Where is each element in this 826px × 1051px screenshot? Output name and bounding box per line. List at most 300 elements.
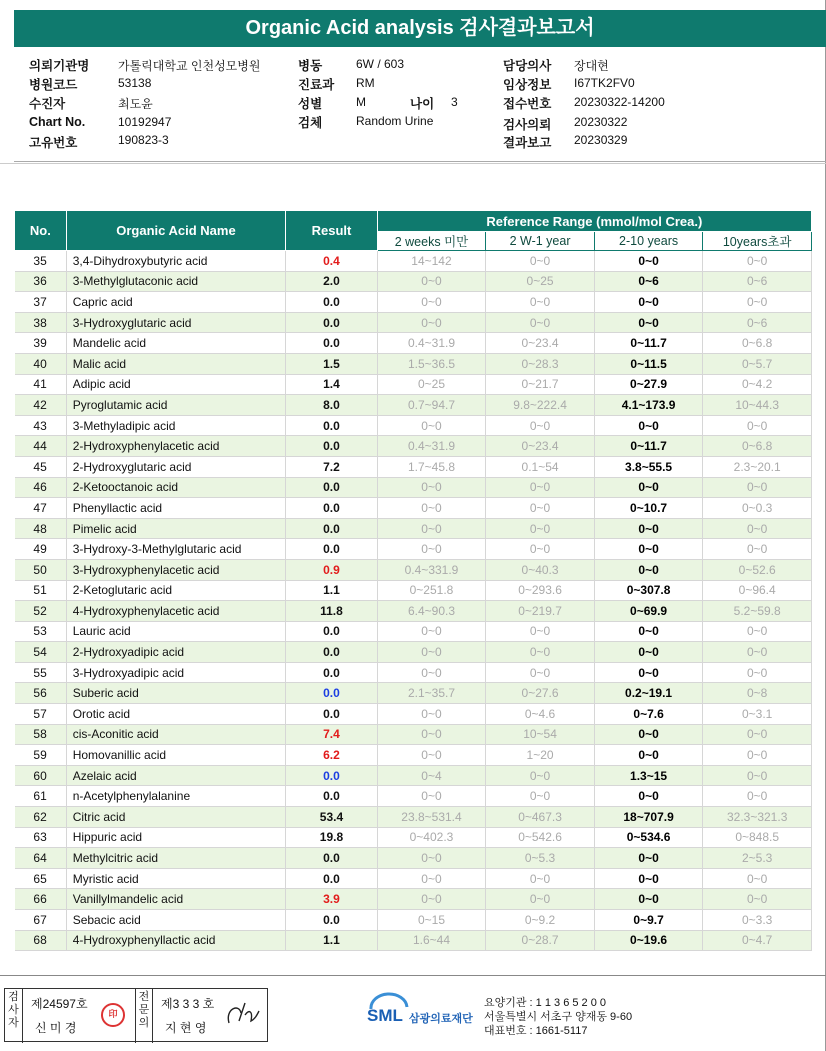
chart-label: Chart No. [29,115,86,129]
row-ref-2-10y: 0~19.6 [594,930,703,951]
row-no: 65 [15,868,67,889]
receipt-value: 20230322-14200 [574,95,665,109]
row-no: 67 [15,910,67,931]
row-ref-2-10y: 0.2~19.1 [594,683,703,704]
table-row [15,662,812,683]
row-ref-10y: 0~0 [703,539,812,560]
footer [0,975,826,1051]
row-ref-2weeks: 0~0 [377,868,486,889]
row-ref-2-10y: 1.3~15 [594,765,703,786]
report-label: 결과보고 [503,136,552,150]
row-ref-2-10y: 0~7.6 [594,704,703,725]
report-value: 20230329 [574,133,628,147]
row-name: Azelaic acid [66,765,286,786]
row-no: 40 [15,353,67,374]
row-no: 50 [15,559,67,580]
row-ref-10y: 0~0 [703,251,812,272]
ward-label: 병동 [298,59,323,73]
row-ref-10y: 0~0 [703,415,812,436]
row-ref-2w-1y: 0.1~54 [486,456,595,477]
row-no: 62 [15,807,67,828]
row-no: 48 [15,518,67,539]
code-label: 병원코드 [29,78,78,92]
row-no: 43 [15,415,67,436]
row-ref-10y: 0~0 [703,621,812,642]
table-row [15,683,812,704]
unique-value: 190823-3 [118,133,169,147]
doctor-value: 장대현 [574,59,609,73]
row-ref-2w-1y: 0~28.3 [486,353,595,374]
row-no: 56 [15,683,67,704]
clinical-label: 임상정보 [503,78,552,92]
row-ref-2-10y: 0~0 [594,477,703,498]
row-ref-2weeks: 0~0 [377,271,486,292]
row-ref-2w-1y: 0~0 [486,518,595,539]
sex-value: M [356,95,366,109]
row-ref-2-10y: 0~11.7 [594,333,703,354]
row-name: Vanillylmandelic acid [66,889,286,910]
row-result: 0.0 [286,910,377,931]
row-name: n-Acetylphenylalanine [66,786,286,807]
row-name: 2-Ketooctanoic acid [66,477,286,498]
row-no: 64 [15,848,67,869]
logo-org: 삼광의료재단 [409,1013,473,1025]
patient-label: 수진자 [29,97,66,111]
row-no: 53 [15,621,67,642]
row-ref-2-10y: 0~0 [594,642,703,663]
row-no: 46 [15,477,67,498]
row-result: 7.2 [286,456,377,477]
row-ref-10y: 2~5.3 [703,848,812,869]
row-name: 2-Hydroxyadipic acid [66,642,286,663]
row-no: 59 [15,745,67,766]
row-ref-2weeks: 1.5~36.5 [377,353,486,374]
row-ref-2w-1y: 10~54 [486,724,595,745]
row-ref-10y: 0~6.8 [703,333,812,354]
row-ref-2weeks: 0.4~331.9 [377,559,486,580]
dept-label: 진료과 [298,78,335,92]
row-name: 4-Hydroxyphenylacetic acid [66,601,286,622]
specialist-no: 제3 3 3 호 [161,997,215,1011]
row-no: 45 [15,456,67,477]
receipt-label: 접수번호 [503,97,552,111]
row-ref-2w-1y: 0~0 [486,642,595,663]
table-row [15,456,812,477]
row-result: 1.1 [286,930,377,951]
row-no: 38 [15,312,67,333]
row-no: 39 [15,333,67,354]
row-ref-2-10y: 0~0 [594,539,703,560]
dept-value: RM [356,76,375,90]
row-ref-2-10y: 0~534.6 [594,827,703,848]
table-row [15,251,812,272]
row-ref-10y: 0~0 [703,765,812,786]
row-name: 3-Hydroxyglutaric acid [66,312,286,333]
table-row [15,539,812,560]
table-row [15,642,812,663]
row-ref-2weeks: 0~0 [377,662,486,683]
row-ref-2-10y: 0~0 [594,848,703,869]
row-ref-2weeks: 0~0 [377,889,486,910]
table-row [15,601,812,622]
row-ref-2weeks: 0~0 [377,477,486,498]
row-ref-10y: 0~6 [703,312,812,333]
row-ref-2w-1y: 0~27.6 [486,683,595,704]
row-result: 3.9 [286,889,377,910]
table-row [15,910,812,931]
results-body [15,251,812,951]
row-ref-2w-1y: 0~9.2 [486,910,595,931]
row-result: 0.0 [286,848,377,869]
row-ref-10y: 0~0 [703,662,812,683]
row-name: Pimelic acid [66,518,286,539]
col-reference: Reference Range (mmol/mol Crea.) [377,211,811,232]
row-ref-2weeks: 0~15 [377,910,486,931]
row-ref-10y: 0~4.2 [703,374,812,395]
table-row [15,477,812,498]
row-result: 1.1 [286,580,377,601]
sub-2w-1y: 2 W-1 year [486,232,595,251]
row-result: 0.0 [286,539,377,560]
row-no: 58 [15,724,67,745]
row-ref-10y: 5.2~59.8 [703,601,812,622]
specialist-label: 전문의 [135,989,153,1043]
hospital-value: 가톨릭대학교 인천성모병원 [118,59,261,73]
row-ref-2w-1y: 0~0 [486,251,595,272]
col-name: Organic Acid Name [66,211,286,251]
row-name: Myristic acid [66,868,286,889]
row-ref-2w-1y: 0~23.4 [486,333,595,354]
row-name: 3-Methylglutaconic acid [66,271,286,292]
row-ref-10y: 0~4.7 [703,930,812,951]
row-result: 0.0 [286,765,377,786]
row-ref-2-10y: 0~6 [594,271,703,292]
row-ref-2weeks: 0~0 [377,704,486,725]
row-ref-2w-1y: 0~0 [486,868,595,889]
table-row [15,353,812,374]
row-ref-2weeks: 0~0 [377,415,486,436]
row-result: 6.2 [286,745,377,766]
row-ref-2weeks: 23.8~531.4 [377,807,486,828]
row-ref-10y: 0~3.1 [703,704,812,725]
row-ref-10y: 0~0 [703,868,812,889]
age-value: 3 [451,95,458,109]
table-row [15,827,812,848]
sub-2-10y: 2-10 years [594,232,703,251]
row-ref-2-10y: 0~0 [594,889,703,910]
row-no: 37 [15,292,67,313]
table-row [15,724,812,745]
row-ref-2w-1y: 0~4.6 [486,704,595,725]
row-ref-2w-1y: 0~0 [486,786,595,807]
row-ref-2-10y: 0~10.7 [594,498,703,519]
row-name: 3,4-Dihydroxybutyric acid [66,251,286,272]
row-ref-10y: 32.3~321.3 [703,807,812,828]
row-ref-2-10y: 0~69.9 [594,601,703,622]
row-no: 44 [15,436,67,457]
row-name: 2-Hydroxyglutaric acid [66,456,286,477]
row-result: 0.0 [286,642,377,663]
row-ref-2-10y: 0~0 [594,292,703,313]
row-result: 0.9 [286,559,377,580]
row-ref-2weeks: 14~142 [377,251,486,272]
row-ref-2-10y: 0~27.9 [594,374,703,395]
row-ref-2weeks: 0~0 [377,312,486,333]
seal-stamp-icon: 印 [101,1003,125,1027]
row-name: 3-Hydroxy-3-Methylglutaric acid [66,539,286,560]
row-ref-2weeks: 0~0 [377,292,486,313]
sex-label: 성별 [298,97,323,111]
row-ref-2w-1y: 0~0 [486,477,595,498]
row-name: Lauric acid [66,621,286,642]
org-line-1: 요양기관 : 1 1 3 6 5 2 0 0 [484,997,607,1009]
row-name: Capric acid [66,292,286,313]
table-row [15,436,812,457]
tester-label: 검사자 [5,989,23,1043]
row-ref-2w-1y: 0~0 [486,292,595,313]
row-ref-10y: 0~0 [703,518,812,539]
row-ref-2weeks: 0.7~94.7 [377,395,486,416]
table-row [15,930,812,951]
row-result: 0.0 [286,786,377,807]
row-ref-2w-1y: 0~293.6 [486,580,595,601]
table-row [15,621,812,642]
row-name: 3-Hydroxyphenylacetic acid [66,559,286,580]
row-result: 2.0 [286,271,377,292]
table-row [15,786,812,807]
col-no: No. [15,211,67,251]
row-result: 7.4 [286,724,377,745]
signature-icon [223,997,263,1033]
row-ref-2w-1y: 1~20 [486,745,595,766]
row-no: 47 [15,498,67,519]
row-ref-2w-1y: 0~0 [486,415,595,436]
ward-value: 6W / 603 [356,57,405,71]
row-ref-2-10y: 0~9.7 [594,910,703,931]
row-name: 2-Ketoglutaric acid [66,580,286,601]
request-value: 20230322 [574,115,628,129]
tester-no: 제24597호 [31,997,88,1011]
table-row [15,271,812,292]
row-ref-2w-1y: 0~0 [486,498,595,519]
row-ref-10y: 0~52.6 [703,559,812,580]
row-ref-10y: 0~0.3 [703,498,812,519]
row-name: Adipic acid [66,374,286,395]
row-result: 0.0 [286,436,377,457]
row-ref-2w-1y: 0~0 [486,312,595,333]
row-ref-10y: 0~0 [703,724,812,745]
logo-text: SML [367,1006,403,1025]
request-label: 검사의뢰 [503,118,552,132]
row-ref-2-10y: 0~0 [594,251,703,272]
row-ref-2weeks: 0~0 [377,621,486,642]
row-name: 4-Hydroxyphenyllactic acid [66,930,286,951]
report-title: Organic Acid analysis 검사결과보고서 [14,10,826,47]
row-ref-2w-1y: 0~0 [486,662,595,683]
row-result: 8.0 [286,395,377,416]
row-ref-2-10y: 0~0 [594,559,703,580]
row-ref-2weeks: 6.4~90.3 [377,601,486,622]
row-ref-2-10y: 0~11.5 [594,353,703,374]
code-value: 53138 [118,76,152,90]
row-ref-10y: 0~6 [703,271,812,292]
row-ref-2w-1y: 0~0 [486,889,595,910]
table-row [15,745,812,766]
row-ref-2w-1y: 0~0 [486,539,595,560]
row-ref-2weeks: 0~0 [377,642,486,663]
row-ref-2w-1y: 0~219.7 [486,601,595,622]
row-name: 3-Methyladipic acid [66,415,286,436]
row-ref-2weeks: 0~251.8 [377,580,486,601]
signature-box [4,988,268,1042]
row-result: 0.0 [286,292,377,313]
row-no: 60 [15,765,67,786]
age-label: 나이 [410,97,435,111]
table-row [15,848,812,869]
row-result: 0.0 [286,415,377,436]
row-ref-10y: 0~0 [703,292,812,313]
row-result: 0.4 [286,251,377,272]
row-no: 66 [15,889,67,910]
row-no: 52 [15,601,67,622]
table-row [15,498,812,519]
row-ref-2weeks: 2.1~35.7 [377,683,486,704]
row-ref-2weeks: 0.4~31.9 [377,333,486,354]
sub-2weeks: 2 weeks 미만 [377,232,486,251]
table-row [15,807,812,828]
row-ref-2w-1y: 0~23.4 [486,436,595,457]
row-no: 51 [15,580,67,601]
row-name: Methylcitric acid [66,848,286,869]
row-ref-2weeks: 0~0 [377,539,486,560]
row-result: 0.0 [286,704,377,725]
table-row [15,333,812,354]
row-ref-2w-1y: 0~28.7 [486,930,595,951]
row-result: 0.0 [286,683,377,704]
row-no: 57 [15,704,67,725]
row-result: 0.0 [286,621,377,642]
row-name: Phenyllactic acid [66,498,286,519]
chart-value: 10192947 [118,115,172,129]
row-ref-2w-1y: 0~25 [486,271,595,292]
row-name: Malic acid [66,353,286,374]
table-row [15,889,812,910]
row-ref-10y: 0~0 [703,786,812,807]
row-ref-10y: 0~0 [703,745,812,766]
row-ref-2-10y: 0~0 [594,415,703,436]
row-ref-2w-1y: 0~0 [486,621,595,642]
table-row [15,704,812,725]
row-ref-2weeks: 0~25 [377,374,486,395]
results-table [14,210,812,951]
row-no: 41 [15,374,67,395]
row-ref-2w-1y: 0~5.3 [486,848,595,869]
row-no: 35 [15,251,67,272]
table-row [15,292,812,313]
row-name: 3-Hydroxyadipic acid [66,662,286,683]
patient-value: 최도윤 [118,97,153,111]
row-ref-2weeks: 0~0 [377,745,486,766]
row-ref-2weeks: 0~0 [377,786,486,807]
row-ref-2-10y: 0~0 [594,662,703,683]
row-name: Sebacic acid [66,910,286,931]
specimen-value: Random Urine [356,114,434,128]
row-ref-10y: 0~3.3 [703,910,812,931]
row-ref-10y: 0~0 [703,889,812,910]
row-result: 11.8 [286,601,377,622]
row-ref-2-10y: 0~0 [594,745,703,766]
patient-info [14,50,826,162]
table-row [15,580,812,601]
row-result: 0.0 [286,518,377,539]
row-name: cis-Aconitic acid [66,724,286,745]
row-ref-2w-1y: 0~542.6 [486,827,595,848]
row-ref-2-10y: 0~0 [594,621,703,642]
row-ref-10y: 0~6.8 [703,436,812,457]
row-no: 68 [15,930,67,951]
clinical-value: I67TK2FV0 [574,76,635,90]
row-no: 61 [15,786,67,807]
row-ref-2-10y: 0~0 [594,518,703,539]
table-row [15,374,812,395]
row-ref-2-10y: 3.8~55.5 [594,456,703,477]
row-ref-2-10y: 0~11.7 [594,436,703,457]
row-ref-2-10y: 0~0 [594,786,703,807]
org-line-2: 서울특별시 서초구 양재동 9-60 [484,1011,633,1023]
row-ref-2weeks: 0~0 [377,518,486,539]
row-ref-2w-1y: 0~467.3 [486,807,595,828]
row-no: 55 [15,662,67,683]
row-name: Homovanillic acid [66,745,286,766]
row-no: 49 [15,539,67,560]
row-no: 36 [15,271,67,292]
row-ref-10y: 10~44.3 [703,395,812,416]
row-ref-2-10y: 4.1~173.9 [594,395,703,416]
table-row [15,415,812,436]
row-result: 0.0 [286,662,377,683]
col-result: Result [286,211,377,251]
row-ref-10y: 0~0 [703,477,812,498]
row-ref-10y: 0~96.4 [703,580,812,601]
table-row [15,518,812,539]
row-name: Orotic acid [66,704,286,725]
row-result: 0.0 [286,312,377,333]
row-ref-2weeks: 0~0 [377,848,486,869]
table-row [15,765,812,786]
row-ref-2weeks: 0~0 [377,498,486,519]
row-ref-2w-1y: 0~40.3 [486,559,595,580]
unique-label: 고유번호 [29,136,78,150]
table-row [15,395,812,416]
row-ref-2weeks: 1.6~44 [377,930,486,951]
specialist-name: 지 현 영 [165,1021,207,1035]
tester-name: 신 미 경 [35,1021,77,1035]
row-ref-2weeks: 1.7~45.8 [377,456,486,477]
row-ref-2w-1y: 0~21.7 [486,374,595,395]
row-ref-10y: 2.3~20.1 [703,456,812,477]
divider [0,163,826,164]
row-ref-10y: 0~0 [703,642,812,663]
row-result: 0.0 [286,333,377,354]
org-info [484,996,632,1038]
row-ref-10y: 0~8 [703,683,812,704]
row-ref-2-10y: 0~307.8 [594,580,703,601]
row-no: 63 [15,827,67,848]
table-row [15,868,812,889]
row-name: Suberic acid [66,683,286,704]
row-name: Citric acid [66,807,286,828]
row-ref-2weeks: 0.4~31.9 [377,436,486,457]
